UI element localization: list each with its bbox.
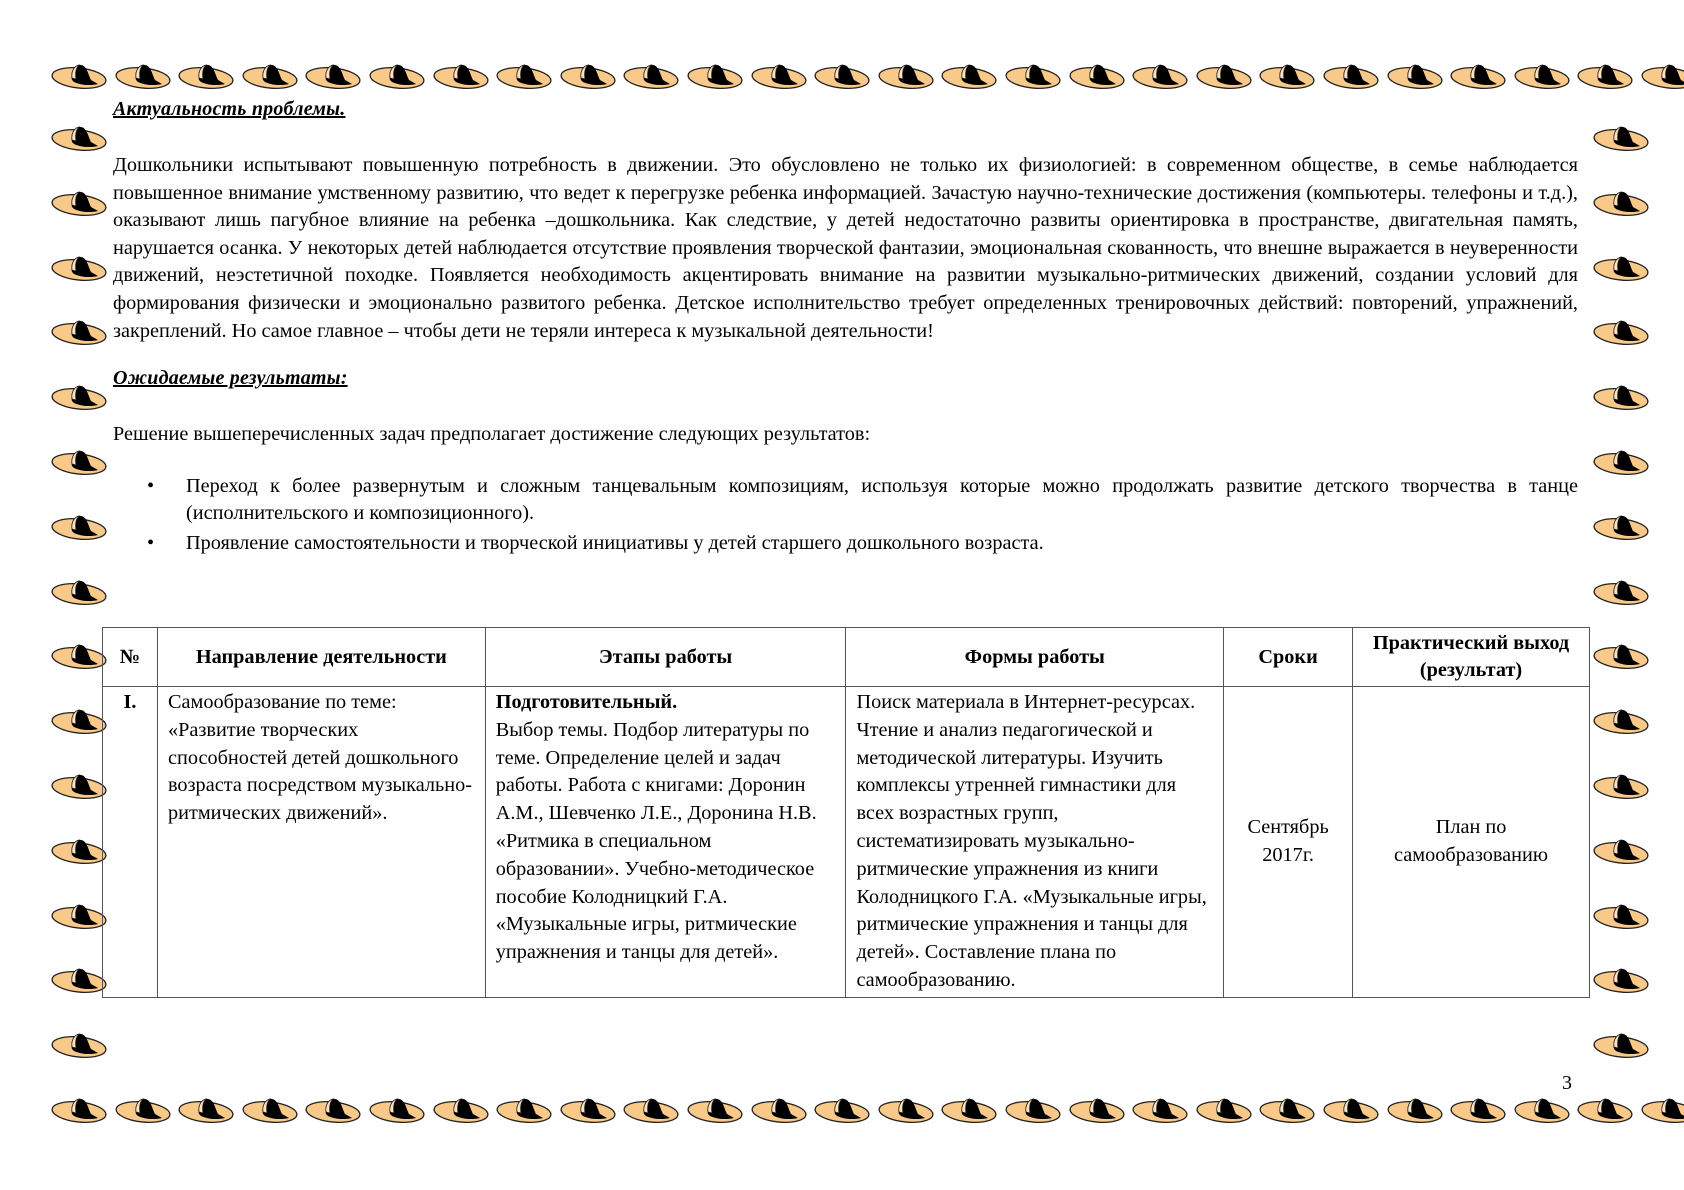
header-terms: Сроки: [1224, 628, 1353, 687]
hat-icon: [50, 252, 108, 282]
section-heading-expected-results: Ожидаемые результаты:: [113, 367, 348, 390]
section-heading-relevance: Актуальность проблемы.: [113, 98, 346, 120]
hat-icon: [1592, 576, 1650, 606]
hat-icon: [1592, 1029, 1650, 1059]
hat-icon: [304, 1094, 362, 1124]
hat-icon: [1592, 446, 1650, 476]
hat-icon: [50, 122, 108, 152]
hat-icon: [114, 60, 172, 90]
hat-icon: [1386, 60, 1444, 90]
bullet-icon: •: [147, 474, 155, 497]
hat-icon: [1592, 770, 1650, 800]
header-forms: Формы работы: [846, 628, 1224, 687]
hat-icon: [50, 770, 108, 800]
cell-terms: Сентябрь 2017г.: [1224, 687, 1353, 998]
hat-icon: [50, 1029, 108, 1059]
hat-icon: [177, 60, 235, 90]
hat-icon: [1640, 1094, 1684, 1124]
header-result: Практический выход (результат): [1353, 628, 1590, 687]
hat-icon: [813, 1094, 871, 1124]
list-item: [147, 530, 1578, 558]
hat-icon: [622, 60, 680, 90]
hat-icon: [686, 60, 744, 90]
hat-icon: [1513, 1094, 1571, 1124]
hat-icon: [750, 60, 808, 90]
table-row: [103, 687, 1590, 998]
hat-icon: [1592, 252, 1650, 282]
hat-icon: [50, 511, 108, 541]
hat-icon: [1592, 900, 1650, 930]
hat-icon: [750, 1094, 808, 1124]
hat-icon: [432, 60, 490, 90]
hat-icon: [50, 964, 108, 994]
hat-icon: [1576, 60, 1634, 90]
hat-icon: [1592, 187, 1650, 217]
hat-icon: [50, 900, 108, 930]
hat-icon: [1449, 60, 1507, 90]
hat-icon: [1131, 60, 1189, 90]
hat-icon: [940, 1094, 998, 1124]
hat-icon: [1195, 1094, 1253, 1124]
hat-icon: [241, 60, 299, 90]
hat-icon: [177, 1094, 235, 1124]
page-number: 3: [1562, 1072, 1572, 1094]
hat-icon: [432, 1094, 490, 1124]
document-body: [113, 96, 1578, 558]
hat-icon: [1258, 1094, 1316, 1124]
hat-icon: [1592, 640, 1650, 670]
hat-icon: [241, 1094, 299, 1124]
list-item-text: Проявление самостоятельности и творческой инициативы у детей старшего дошкольного возраста.: [186, 531, 1044, 554]
cell-stages: [485, 687, 846, 998]
hat-icon: [1322, 60, 1380, 90]
hat-icon: [50, 576, 108, 606]
hat-icon: [1592, 122, 1650, 152]
hat-icon: [1640, 60, 1684, 90]
hat-icon: [368, 60, 426, 90]
header-stages: Этапы работы: [485, 628, 846, 687]
hat-icon: [50, 316, 108, 346]
stage-title: Подготовительный.: [495, 691, 678, 713]
hat-icon: [1576, 1094, 1634, 1124]
bullet-icon: •: [147, 531, 155, 554]
hat-icon: [1131, 1094, 1189, 1124]
hat-icon: [813, 60, 871, 90]
hat-icon: [1068, 1094, 1126, 1124]
results-list: [113, 473, 1578, 558]
cell-result: План по самообразованию: [1353, 687, 1590, 998]
hat-icon: [50, 381, 108, 411]
hat-icon: [559, 1094, 617, 1124]
list-item: [147, 473, 1578, 528]
relevance-paragraph: Дошкольники испытывают повышенную потребность в движении. Это обусловлено не только их физиологией: в современном обществе, в семье наблюдается повышенное внимание умственному развитию, что ведет к перегрузке ребенка информацией. Зачастую научно-технические достижения (компьютеры. телефоны и т.д.), оказывают лишь пагубное влияние на ребенка –дошкольника. Как следствие, у детей недостаточно развиты ориентировка в пространстве, двигательная память, нарушается осанка. У некоторых детей наблюдается отсутствие проявления творческой фантазии, эмоциональная скованность, что внешне выражается в неуверенности движений, неэстетичной походке. Появляется необходимость акцентировать внимание на развитии музыкально-ритмических движений, создании условий для формирования физически и эмоционально развитого ребенка. Детское исполнительство требует определенных тренировочных действий: повторений, упражнений, закреплений. Но самое главное – чтобы дети не теряли интереса к музыкальной деятельности!: [113, 154, 1578, 342]
cell-forms: Поиск материала в Интернет-ресурсах. Чтение и анализ педагогической и методической литературы. Изучить комплексы утренней гимнастики для всех возрастных групп, систематизировать музыкально-ритмические упражнения из книги Колодницкого Г.А. «Музыкальные игры, ритмические упражнения и танцы для детей». Составление плана по самообразованию.: [846, 687, 1224, 998]
hat-icon: [1513, 60, 1571, 90]
hat-icon: [1592, 705, 1650, 735]
hat-icon: [304, 60, 362, 90]
hat-icon: [1592, 964, 1650, 994]
hat-icon: [50, 1094, 108, 1124]
hat-icon: [559, 60, 617, 90]
cell-direction: Самообразование по теме: «Развитие творческих способностей детей дошкольного возраста посредством музыкально-ритмических движений».: [157, 687, 485, 998]
hat-icon: [1322, 1094, 1380, 1124]
hat-icon: [1592, 835, 1650, 865]
hat-icon: [1195, 60, 1253, 90]
work-plan-table: [102, 627, 1590, 998]
hat-icon: [686, 1094, 744, 1124]
hat-icon: [50, 187, 108, 217]
hat-icon: [50, 640, 108, 670]
hat-icon: [1004, 1094, 1062, 1124]
hat-icon: [50, 60, 108, 90]
hat-icon: [1592, 381, 1650, 411]
hat-icon: [622, 1094, 680, 1124]
hat-icon: [368, 1094, 426, 1124]
table-header-row: [103, 628, 1590, 687]
hat-icon: [1386, 1094, 1444, 1124]
hat-icon: [940, 60, 998, 90]
header-direction: Направление деятельности: [157, 628, 485, 687]
hat-icon: [495, 60, 553, 90]
stage-text: Выбор темы. Подбор литературы по теме. Определение целей и задач работы. Работа с книгами: Доронин А.М., Шевченко Л.Е., Доронина Н.В. «Ритмика в специальном образовании». Учебно-методическое пособие Колодницкий Г.А. «Музыкальные игры, ритмические упражнения и танцы для детей».: [495, 718, 817, 964]
hat-icon: [495, 1094, 553, 1124]
hat-icon: [877, 60, 935, 90]
hat-icon: [1004, 60, 1062, 90]
hat-icon: [50, 705, 108, 735]
hat-icon: [1592, 316, 1650, 346]
hat-icon: [1449, 1094, 1507, 1124]
hat-icon: [1592, 511, 1650, 541]
cell-number: I.: [103, 687, 158, 998]
list-item-text: Переход к более развернутым и сложным танцевальным композициям, используя которые можно продолжать развитие детского творчества в танце (исполнительского и композиционного).: [186, 474, 1578, 525]
hat-icon: [877, 1094, 935, 1124]
header-number: №: [103, 628, 158, 687]
hat-icon: [50, 446, 108, 476]
hat-icon: [1258, 60, 1316, 90]
hat-icon: [50, 835, 108, 865]
results-intro: Решение вышеперечисленных задач предполагает достижение следующих результатов:: [113, 423, 871, 446]
hat-icon: [114, 1094, 172, 1124]
hat-icon: [1068, 60, 1126, 90]
